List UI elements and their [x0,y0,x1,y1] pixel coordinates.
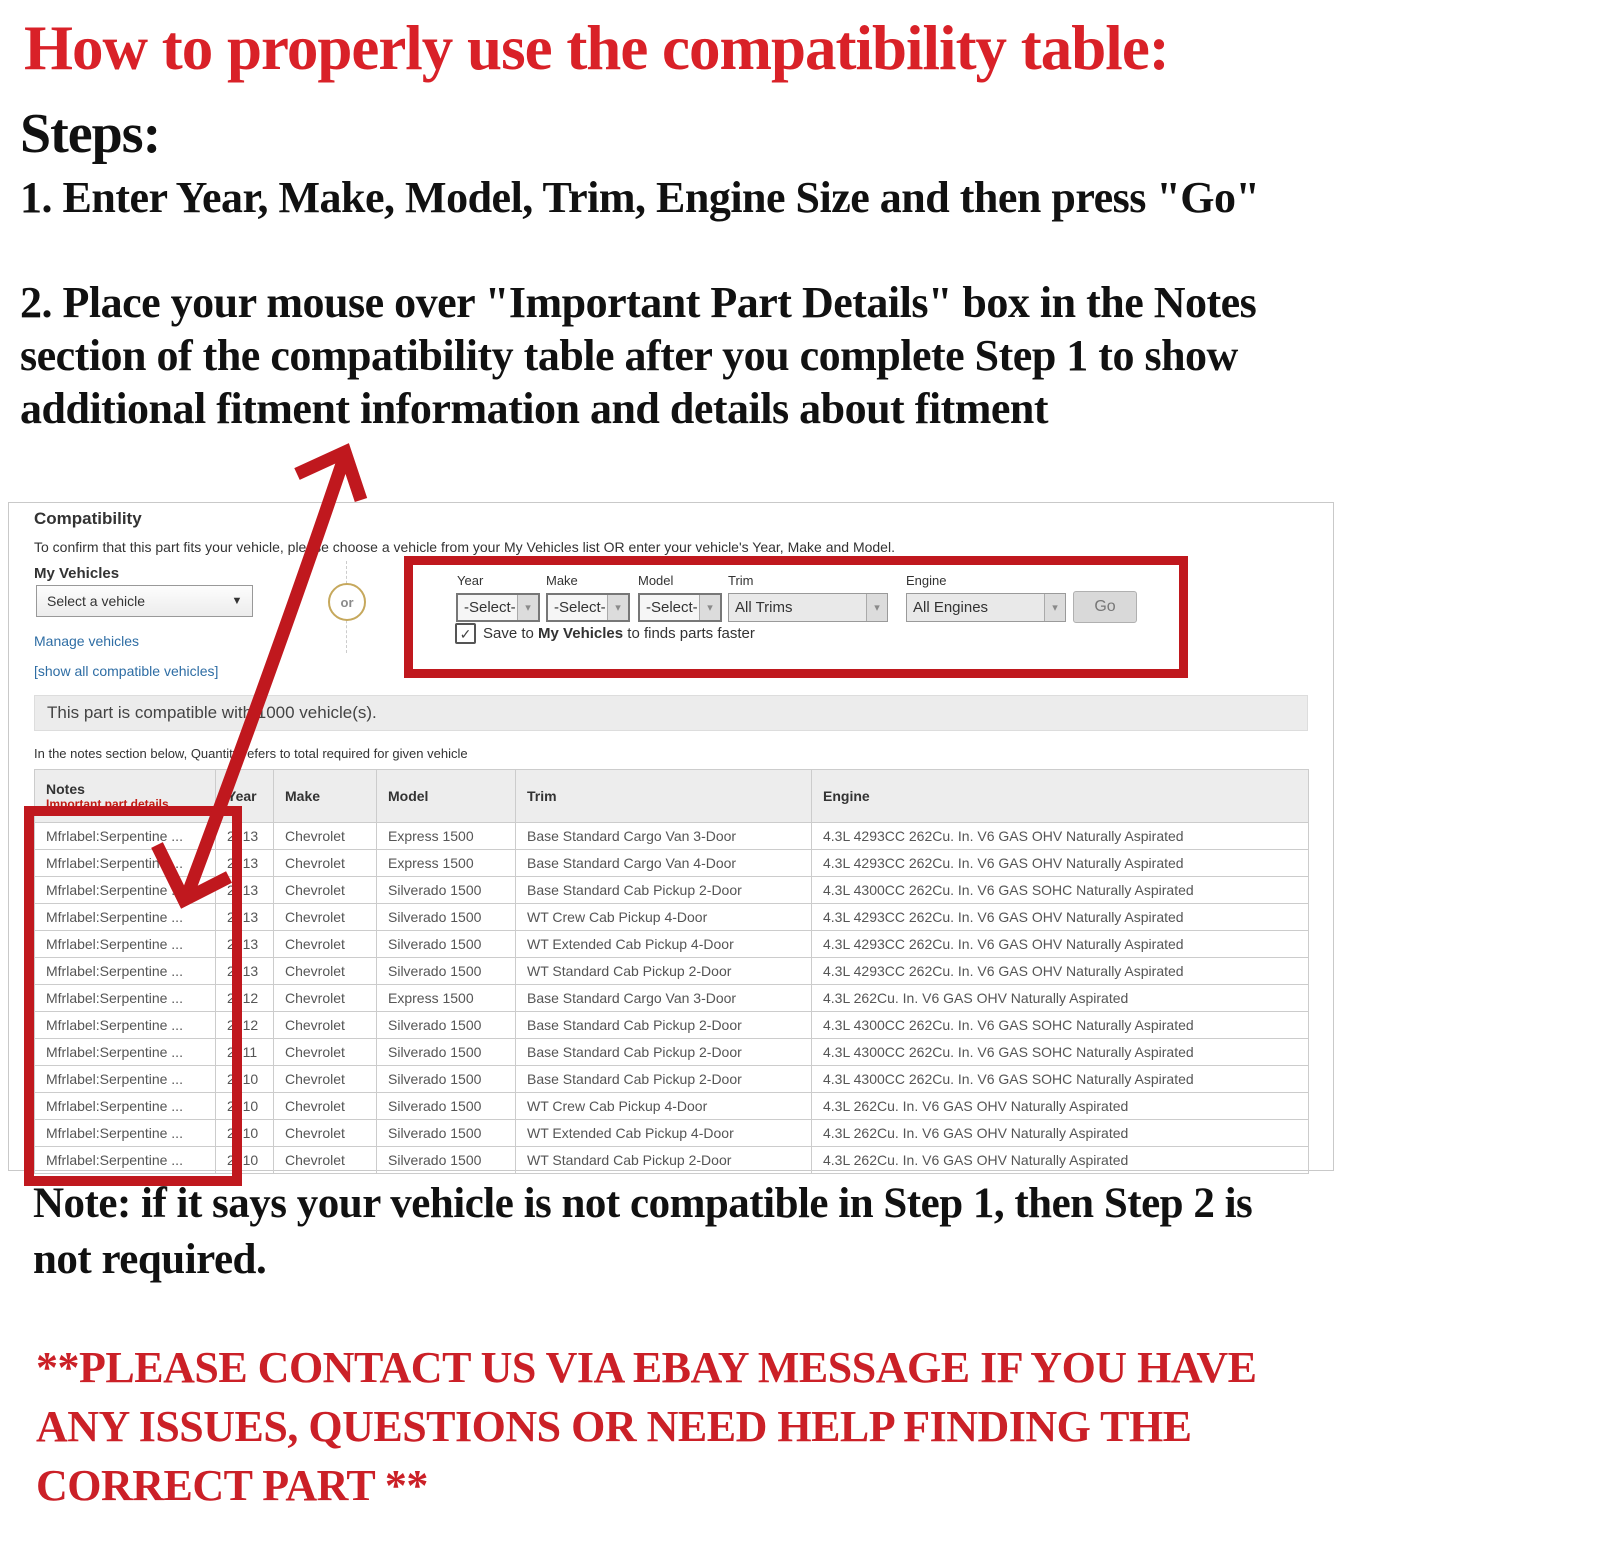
model-select[interactable] [638,593,722,622]
contact-line: **PLEASE CONTACT US VIA EBAY MESSAGE IF YOU HAVE [36,1343,1257,1392]
model-cell: Express 1500 [377,823,516,850]
engine-cell: 4.3L 262Cu. In. V6 GAS OHV Naturally Aspirated [812,1147,1309,1174]
year-cell: 2013 [216,958,274,985]
make-cell: Chevrolet [274,1039,377,1066]
year-cell: 2013 [216,931,274,958]
trim-cell: WT Extended Cab Pickup 4-Door [516,1120,812,1147]
engine-cell: 4.3L 4293CC 262Cu. In. V6 GAS OHV Naturally Aspirated [812,904,1309,931]
chevron-down-icon: ▾ [866,594,887,621]
make-cell: Chevrolet [274,1120,377,1147]
save-label-suffix: to finds parts faster [623,625,755,642]
notes-cell[interactable]: Mfrlabel:Serpentine ... [35,1120,216,1147]
table-row [35,1039,1309,1066]
year-select[interactable] [456,593,540,622]
year-cell: 2013 [216,904,274,931]
engine-cell: 4.3L 262Cu. In. V6 GAS OHV Naturally Aspirated [812,1093,1309,1120]
make-cell: Chevrolet [274,958,377,985]
trim-cell: Base Standard Cab Pickup 2-Door [516,1066,812,1093]
engine-cell: 4.3L 262Cu. In. V6 GAS OHV Naturally Aspirated [812,1120,1309,1147]
page-title: How to properly use the compatibility table: [24,13,1169,83]
notes-header-label: Notes [46,781,85,797]
notes-cell[interactable]: Mfrlabel:Serpentine ... [35,1093,216,1120]
col-header-engine: Engine [812,770,1309,823]
col-header-trim: Trim [516,770,812,823]
table-row [35,904,1309,931]
notes-cell[interactable]: Mfrlabel:Serpentine ... [35,1039,216,1066]
year-cell: 2013 [216,850,274,877]
table-row [35,850,1309,877]
notes-cell[interactable]: Mfrlabel:Serpentine ... [35,823,216,850]
save-label-bold: My Vehicles [538,625,624,642]
table-row [35,823,1309,850]
year-cell: 2013 [216,823,274,850]
compatibility-table [34,769,1309,1174]
make-cell: Chevrolet [274,1066,377,1093]
chevron-down-icon: ▾ [699,595,720,620]
engine-select-value: All Engines [913,599,989,616]
widget-description: To confirm that this part fits your vehicle, please choose a vehicle from your My Vehicles list OR enter your vehicle's Year, Make and Model. [34,539,895,555]
year-cell: 2010 [216,1120,274,1147]
model-cell: Silverado 1500 [377,877,516,904]
notes-cell[interactable]: Mfrlabel:Serpentine ... [35,877,216,904]
make-cell: Chevrolet [274,1147,377,1174]
contact-line: ANY ISSUES, QUESTIONS OR NEED HELP FINDING THE [36,1402,1192,1451]
table-header-row [35,770,1309,823]
save-label-prefix: Save to [483,625,539,642]
contact-text [36,1338,1257,1515]
step-2-line: section of the compatibility table after you complete Step 1 to show [20,331,1238,380]
model-cell: Silverado 1500 [377,1012,516,1039]
step-2-text [20,276,1256,435]
notes-cell[interactable]: Mfrlabel:Serpentine ... [35,958,216,985]
note-line: not required. [33,1236,267,1283]
chevron-down-icon: ▾ [517,595,538,620]
contact-line: CORRECT PART ** [36,1461,428,1510]
engine-cell: 4.3L 262Cu. In. V6 GAS OHV Naturally Aspirated [812,985,1309,1012]
engine-select[interactable] [906,593,1066,622]
year-cell: 2010 [216,1066,274,1093]
model-cell: Silverado 1500 [377,1120,516,1147]
trim-cell: WT Crew Cab Pickup 4-Door [516,904,812,931]
trim-cell: WT Standard Cab Pickup 2-Door [516,1147,812,1174]
dropdown-arrow-icon: ▼ [231,595,243,607]
save-to-my-vehicles-row [455,623,755,644]
make-cell: Chevrolet [274,985,377,1012]
model-cell: Silverado 1500 [377,931,516,958]
chevron-down-icon: ▾ [607,595,628,620]
step-2-line: 2. Place your mouse over "Important Part Details" box in the Notes [20,278,1257,327]
save-checkbox[interactable] [455,623,476,644]
trim-cell: Base Standard Cargo Van 3-Door [516,985,812,1012]
engine-cell: 4.3L 4300CC 262Cu. In. V6 GAS SOHC Naturally Aspirated [812,1039,1309,1066]
notes-cell[interactable]: Mfrlabel:Serpentine ... [35,985,216,1012]
table-row [35,958,1309,985]
steps-heading: Steps: [20,103,161,165]
table-row [35,1093,1309,1120]
make-cell: Chevrolet [274,1012,377,1039]
notes-cell[interactable]: Mfrlabel:Serpentine ... [35,850,216,877]
col-header-notes [35,770,216,823]
trim-select-value: All Trims [735,599,793,616]
make-cell: Chevrolet [274,877,377,904]
model-cell: Express 1500 [377,850,516,877]
vehicle-select-value: Select a vehicle [47,593,146,609]
col-header-model: Model [377,770,516,823]
model-cell: Silverado 1500 [377,958,516,985]
trim-cell: WT Extended Cab Pickup 4-Door [516,931,812,958]
table-row [35,1147,1309,1174]
chevron-down-icon: ▾ [1044,594,1065,621]
year-cell: 2012 [216,1012,274,1039]
engine-cell: 4.3L 4293CC 262Cu. In. V6 GAS OHV Naturally Aspirated [812,931,1309,958]
trim-cell: Base Standard Cab Pickup 2-Door [516,1039,812,1066]
table-row [35,985,1309,1012]
col-header-year: Year [216,770,274,823]
year-cell: 2013 [216,877,274,904]
notes-cell[interactable]: Mfrlabel:Serpentine ... [35,1147,216,1174]
year-cell: 2010 [216,1147,274,1174]
make-cell: Chevrolet [274,1093,377,1120]
trim-cell: Base Standard Cargo Van 4-Door [516,850,812,877]
engine-cell: 4.3L 4293CC 262Cu. In. V6 GAS OHV Naturally Aspirated [812,823,1309,850]
engine-cell: 4.3L 4293CC 262Cu. In. V6 GAS OHV Naturally Aspirated [812,850,1309,877]
step-2-line: additional fitment information and details about fitment [20,384,1049,433]
model-cell: Express 1500 [377,985,516,1012]
manage-vehicles-link[interactable]: Manage vehicles [34,633,140,649]
model-label: Model [638,573,674,588]
model-select-value: -Select- [646,599,698,616]
compatibility-widget [8,502,1334,1171]
table-row [35,1012,1309,1039]
show-all-compatible-link[interactable]: [show all compatible vehicles] [34,663,219,679]
step-1-text: 1. Enter Year, Make, Model, Trim, Engine Size and then press "Go" [20,173,1260,222]
notes-hint: In the notes section below, Quantity refers to total required for given vehicle [34,746,468,761]
important-part-details-label[interactable]: Important part details [46,797,169,811]
note-text [33,1176,1252,1288]
make-select[interactable] [546,593,630,622]
engine-cell: 4.3L 4300CC 262Cu. In. V6 GAS SOHC Naturally Aspirated [812,877,1309,904]
model-cell: Silverado 1500 [377,1093,516,1120]
table-row [35,1120,1309,1147]
notes-cell[interactable]: Mfrlabel:Serpentine ... [35,931,216,958]
engine-cell: 4.3L 4300CC 262Cu. In. V6 GAS SOHC Naturally Aspirated [812,1066,1309,1093]
notes-cell[interactable]: Mfrlabel:Serpentine ... [35,1066,216,1093]
table-row [35,1066,1309,1093]
trim-cell: Base Standard Cab Pickup 2-Door [516,877,812,904]
table-row [35,877,1309,904]
make-cell: Chevrolet [274,931,377,958]
make-select-value: -Select- [554,599,606,616]
trim-cell: WT Crew Cab Pickup 4-Door [516,1093,812,1120]
widget-title: Compatibility [34,509,142,528]
year-select-value: -Select- [464,599,516,616]
year-cell: 2011 [216,1039,274,1066]
engine-cell: 4.3L 4300CC 262Cu. In. V6 GAS SOHC Naturally Aspirated [812,1012,1309,1039]
trim-cell: Base Standard Cab Pickup 2-Door [516,1012,812,1039]
engine-label: Engine [906,573,947,588]
trim-cell: Base Standard Cargo Van 3-Door [516,823,812,850]
model-cell: Silverado 1500 [377,1066,516,1093]
notes-cell[interactable]: Mfrlabel:Serpentine ... [35,1012,216,1039]
year-cell: 2012 [216,985,274,1012]
engine-cell: 4.3L 4293CC 262Cu. In. V6 GAS OHV Naturally Aspirated [812,958,1309,985]
trim-cell: WT Standard Cab Pickup 2-Door [516,958,812,985]
make-cell: Chevrolet [274,904,377,931]
trim-select[interactable] [728,593,888,622]
col-header-make: Make [274,770,377,823]
model-cell: Silverado 1500 [377,1147,516,1174]
vehicle-select[interactable] [36,585,253,617]
table-row [35,931,1309,958]
note-line: Note: if it says your vehicle is not compatible in Step 1, then Step 2 is [33,1180,1253,1227]
compatible-banner: This part is compatible with 1000 vehicle(s). [34,695,1308,731]
checkmark-icon: ✓ [459,625,472,642]
my-vehicles-label: My Vehicles [34,565,120,582]
model-cell: Silverado 1500 [377,904,516,931]
make-cell: Chevrolet [274,823,377,850]
make-cell: Chevrolet [274,850,377,877]
model-cell: Silverado 1500 [377,1039,516,1066]
notes-cell[interactable]: Mfrlabel:Serpentine ... [35,904,216,931]
make-label: Make [546,573,578,588]
trim-label: Trim [728,573,754,588]
go-button[interactable]: Go [1073,591,1137,623]
year-cell: 2010 [216,1093,274,1120]
or-badge: or [328,583,366,621]
year-label: Year [457,573,484,588]
